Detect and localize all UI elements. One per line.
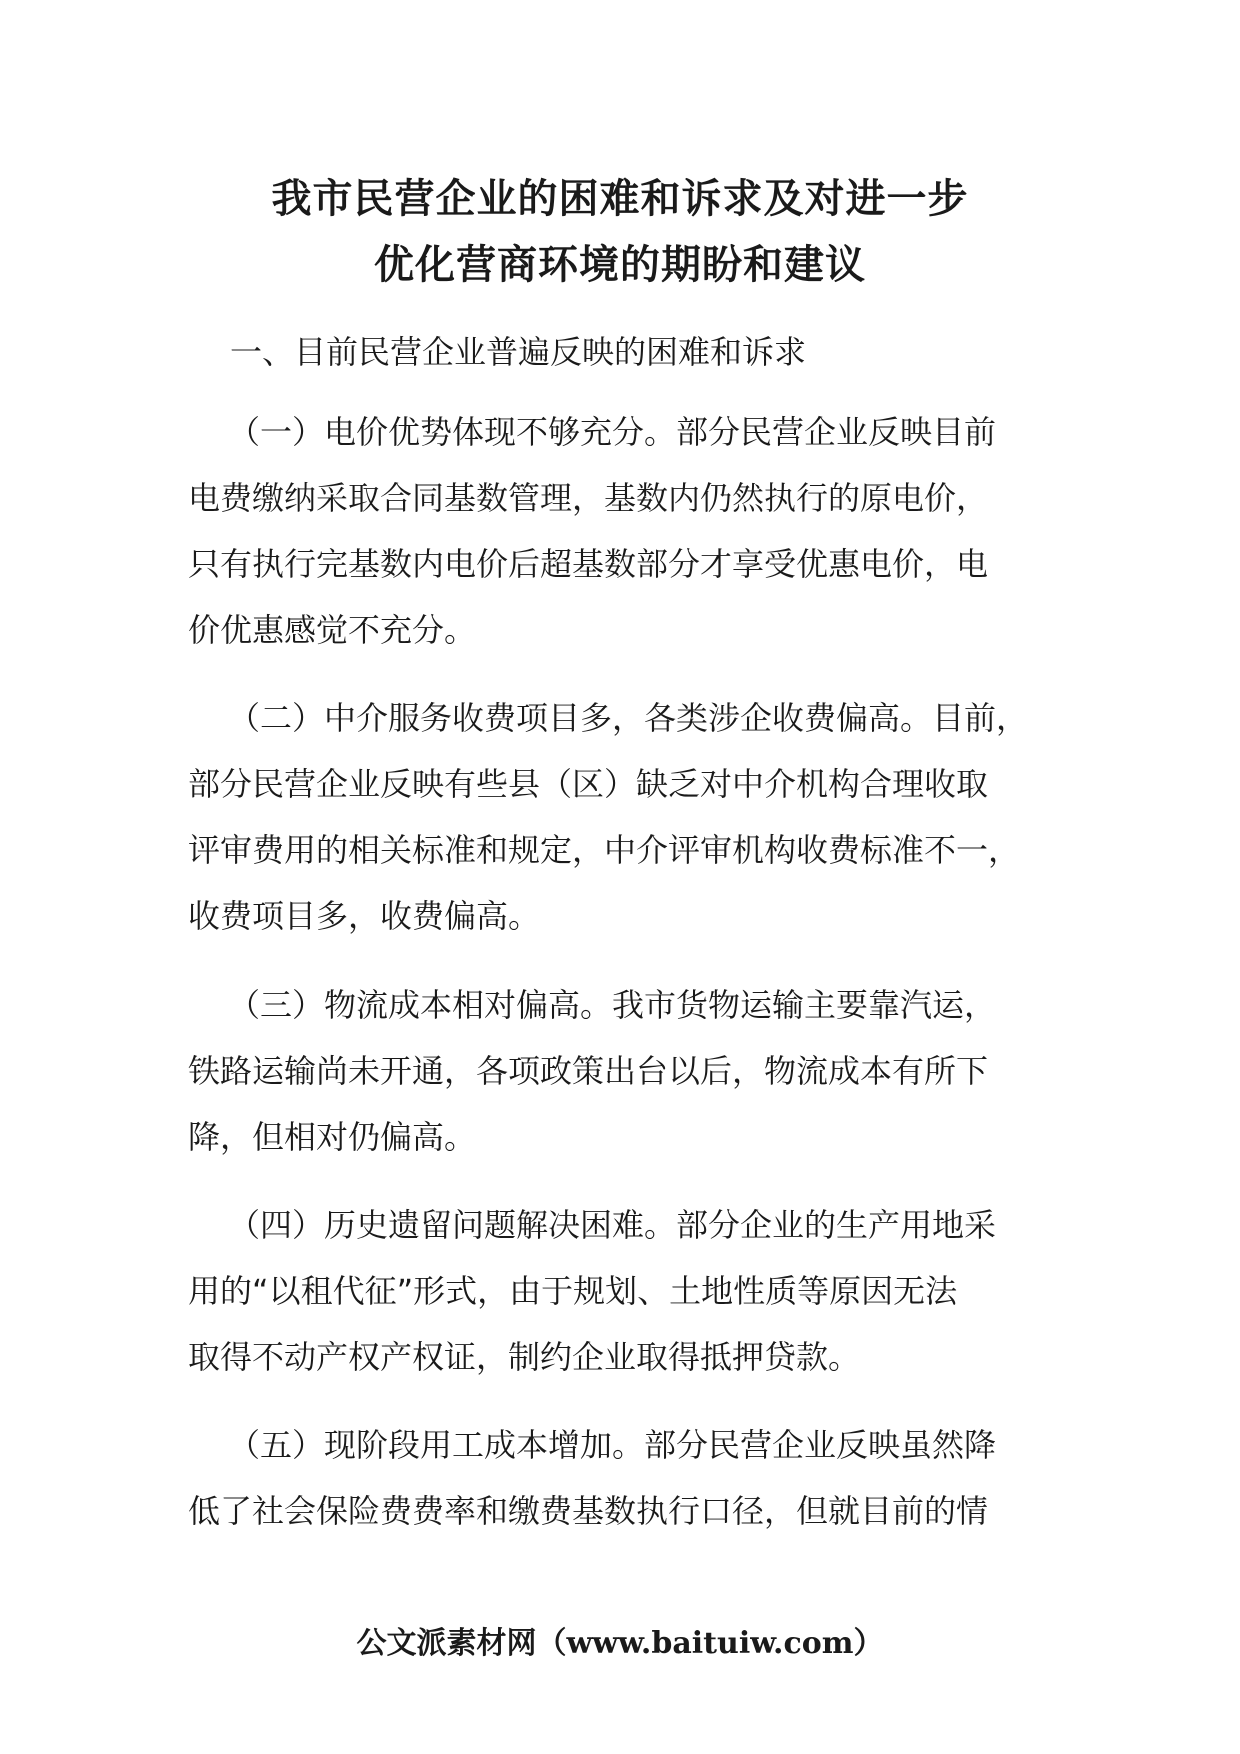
document-title-line-1: 我市民营企业的困难和诉求及对进一步: [271, 176, 969, 222]
paragraph-1-line-3: 只有执行完基数内电价后超基数部分才享受优惠电价，电: [188, 545, 989, 583]
paragraph-1-line-1: （一）电价优势体现不够充分。部分民营企业反映目前: [228, 413, 997, 451]
paragraph-3-line-1: （三）物流成本相对偏高。我市货物运输主要靠汽运，: [228, 986, 997, 1024]
paragraph-3-line-2: 铁路运输尚未开通，各项政策出台以后，物流成本有所下: [188, 1052, 989, 1090]
paragraph-4-line-3: 取得不动产权产权证，制约企业取得抵押贷款。: [188, 1338, 861, 1376]
section-heading: 一、目前民营企业普遍反映的困难和诉求: [230, 333, 807, 371]
paragraph-2-line-2: 部分民营企业反映有些县（区）缺乏对中介机构合理收取: [188, 765, 989, 803]
source-footer: 公文派素材网（www.baituiw.com）: [356, 1626, 884, 1661]
document-title-line-2: 优化营商环境的期盼和建议: [374, 242, 866, 288]
paragraph-2-line-1: （二）中介服务收费项目多，各类涉企收费偏高。目前，: [228, 699, 1029, 737]
paragraph-3-line-3: 降，但相对仍偏高。: [188, 1118, 477, 1156]
paragraph-1-line-4: 价优惠感觉不充分。: [188, 611, 477, 649]
paragraph-5-line-1: （五）现阶段用工成本增加。部分民营企业反映虽然降: [228, 1426, 997, 1464]
paragraph-1-line-2: 电费缴纳采取合同基数管理，基数内仍然执行的原电价，: [188, 479, 989, 517]
paragraph-2-line-3: 评审费用的相关标准和规定，中介评审机构收费标准不一，: [188, 831, 1021, 869]
paragraph-5-line-2: 低了社会保险费费率和缴费基数执行口径，但就目前的情: [188, 1492, 989, 1530]
paragraph-4-line-1: （四）历史遗留问题解决困难。部分企业的生产用地采: [228, 1206, 997, 1244]
paragraph-4-line-2: 用的“以租代征”形式，由于规划、土地性质等原因无法: [188, 1272, 958, 1310]
paragraph-2-line-4: 收费项目多，收费偏高。: [188, 897, 541, 935]
